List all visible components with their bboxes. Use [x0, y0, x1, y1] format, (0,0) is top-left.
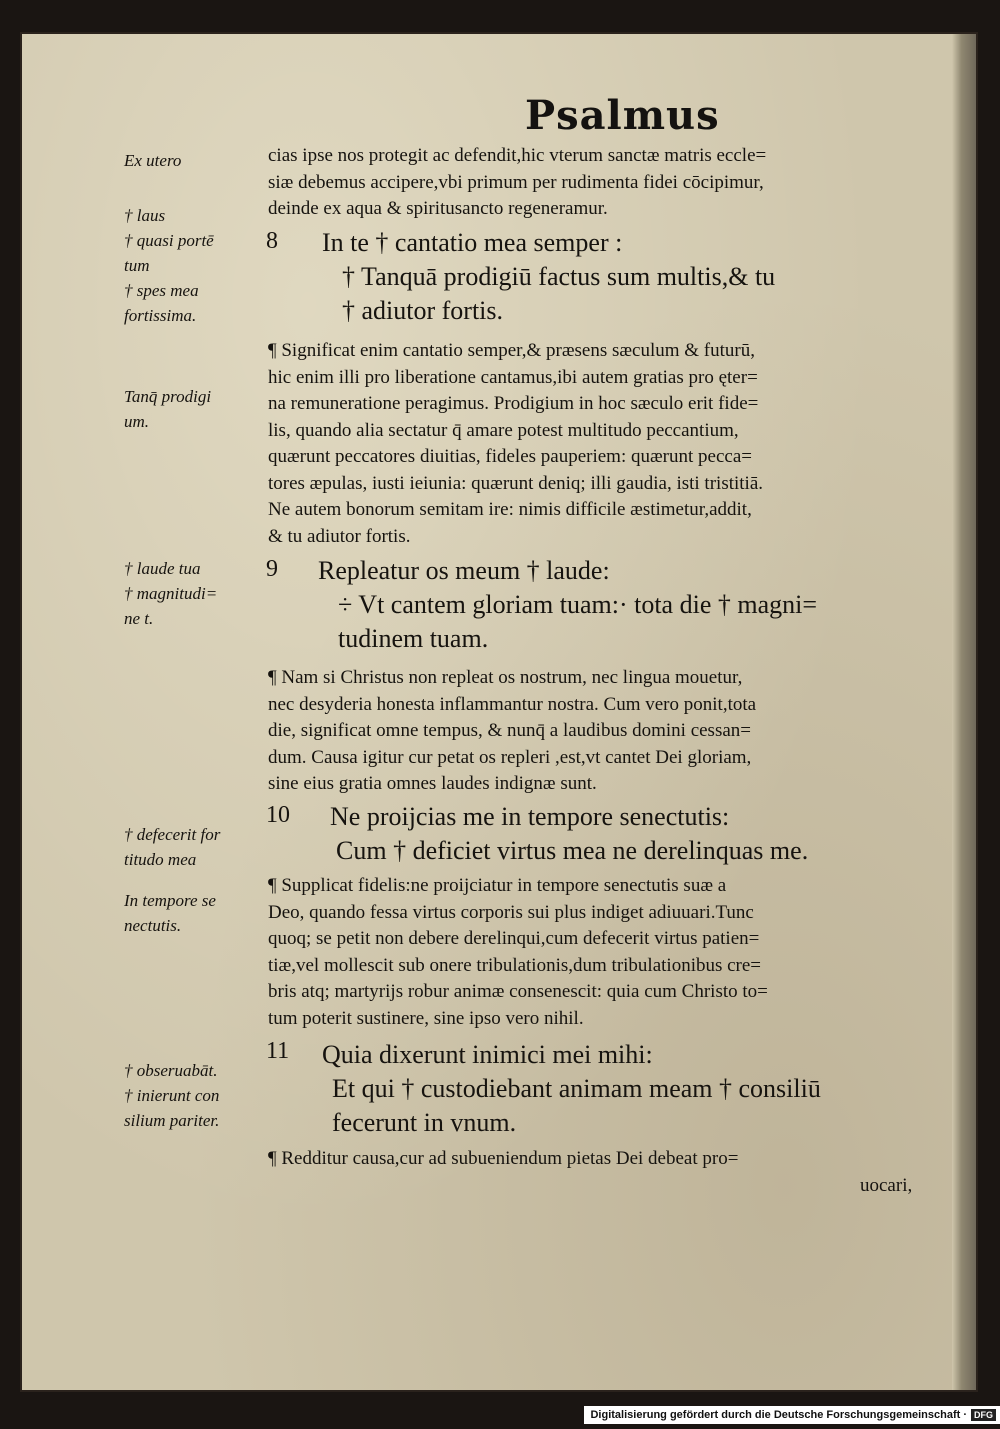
commentary-11: [268, 1146, 912, 1199]
commentary-9: [268, 665, 756, 798]
margin-note-2: [124, 203, 214, 328]
text-line: sine eius gratia omnes laudes indignæ sunt.: [268, 773, 597, 794]
text-line: quærunt peccatores diuitias, fideles pauperiem: quærunt pecca=: [268, 446, 752, 467]
verse-line: ÷ Vt cantem gloriam tuam:· tota die † magni=: [338, 590, 818, 619]
text-line: ¶ Redditur causa,cur ad subueniendum pietas Dei debeat pro=: [268, 1148, 739, 1169]
verse-line: fecerunt in vnum.: [332, 1108, 517, 1137]
digitization-credit: [584, 1406, 1000, 1424]
verse-line: In te † cantatio mea semper :: [322, 228, 623, 257]
text-line: cias ipse nos protegit ac defendit,hic vterum sanctæ matris eccle=: [268, 145, 767, 166]
margin-note-line: tum: [124, 256, 150, 275]
text-line: Deo, quando fessa virtus corporis sui plus indiget adiuuari.Tunc: [268, 901, 754, 923]
text-line: lis, quando alia sectatur q̄ amare potest multitudo peccantium,: [268, 419, 739, 441]
dfg-logo: DFG: [971, 1409, 996, 1421]
text-line: na remuneratione peragimus. Prodigium in hoc sæculo erit fide=: [268, 393, 759, 414]
margin-note-line: † laude tua: [124, 559, 201, 578]
text-line: dum. Causa igitur cur petat os repleri ,est,vt cantet Dei gloriam,: [268, 746, 752, 768]
verse-9: [318, 554, 817, 656]
verse-11: [322, 1038, 821, 1140]
margin-note-line: † spes mea: [124, 281, 199, 300]
page-header-title: Psalmus: [525, 92, 720, 139]
verse-line: Cum † deficiet virtus mea ne derelinquas me.: [336, 836, 809, 865]
commentary-10: [268, 873, 768, 1032]
margin-note-line: nectutis.: [124, 916, 182, 935]
verse-number-8: 8: [266, 228, 278, 254]
margin-note-5: [124, 822, 220, 872]
verse-number-11: 11: [266, 1038, 290, 1064]
text-line: siæ debemus accipere,vbi primum per rudimenta fidei cōcipimur,: [268, 171, 764, 193]
margin-note-line: † laus: [124, 206, 166, 225]
text-line: nec desyderia honesta inflammantur nostra. Cum vero ponit,tota: [268, 693, 757, 715]
page-edge: [952, 34, 976, 1390]
text-line: Ne autem bonorum semitam ire: nimis difficile æstimetur,addit,: [268, 499, 752, 520]
margin-note-line: um.: [124, 412, 150, 431]
text-line: ¶ Significat enim cantatio semper,& præsens sæculum & futurū,: [268, 340, 755, 361]
verse-number-9: 9: [266, 556, 278, 582]
margin-note-4: [124, 556, 217, 631]
text-line: die, significat omne tempus, & nunq̄ a laudibus domini cessan=: [268, 720, 751, 741]
text-line: deinde ex aqua & spiritusancto regeneramur.: [268, 198, 608, 219]
credit-text: Digitalisierung gefördert durch die Deutsche Forschungsgemeinschaft ·: [590, 1409, 967, 1421]
margin-note-7: [124, 1058, 219, 1133]
text-line: & tu adiutor fortis.: [268, 525, 411, 547]
verse-line: † adiutor fortis.: [342, 296, 504, 325]
margin-note-line: † obseruabāt.: [124, 1061, 218, 1080]
margin-note-1: [124, 148, 181, 173]
verse-10: [330, 800, 808, 868]
verse-number-10: 10: [266, 802, 290, 828]
text-line: uocari,: [860, 1174, 913, 1196]
commentary-8: [268, 338, 763, 550]
text-line: quoq; se petit non debere derelinqui,cum defecerit virtus patien=: [268, 928, 760, 949]
text-line: ¶ Nam si Christus non repleat os nostrum, nec lingua mouetur,: [268, 667, 743, 688]
margin-note-line: silium pariter.: [124, 1111, 220, 1130]
text-line: tores æpulas, iusti ieiunia: quærunt deniq; illi gaudia, isti tristitiā.: [268, 472, 764, 494]
margin-note-line: † magnitudi=: [124, 584, 218, 603]
margin-note-line: ne t.: [124, 609, 154, 628]
verse-8: [322, 226, 775, 328]
verse-line: Quia dixerunt inimici mei mihi:: [322, 1040, 653, 1069]
margin-note-3: [124, 384, 211, 434]
text-line: tiæ,vel mollescit sub onere tribulationis,dum tribulationibus cre=: [268, 954, 762, 976]
commentary-intro: [268, 143, 766, 223]
margin-note-line: titudo mea: [124, 850, 197, 869]
margin-note-line: In tempore se: [124, 891, 216, 910]
verse-line: Repleatur os meum † laude:: [318, 556, 610, 585]
margin-note-6: [124, 888, 216, 938]
margin-note-line: fortissima.: [124, 306, 197, 325]
margin-note-line: Ex utero: [124, 151, 182, 170]
text-line: ¶ Supplicat fidelis:ne proijciatur in tempore senectutis suæ a: [268, 875, 727, 896]
verse-line: † Tanquā prodigiū factus sum multis,& tu: [342, 262, 776, 291]
verse-line: Ne proijcias me in tempore senectutis:: [330, 802, 730, 831]
verse-line: Et qui † custodiebant animam meam † consiliū: [332, 1074, 821, 1103]
text-line: hic enim illi pro liberatione cantamus,ibi autem gratias pro ęter=: [268, 366, 758, 388]
margin-note-line: † quasi portē: [124, 231, 214, 250]
verse-line: tudinem tuam.: [338, 624, 489, 653]
margin-note-line: Tanq̄ prodigi: [124, 387, 212, 406]
text-line: tum poterit sustinere, sine ipso vero nihil.: [268, 1007, 584, 1029]
text-line: bris atq; martyrijs robur animæ consenescit: quia cum Christo to=: [268, 981, 768, 1002]
margin-note-line: † defecerit for: [124, 825, 221, 844]
margin-note-line: † inierunt con: [124, 1086, 220, 1105]
